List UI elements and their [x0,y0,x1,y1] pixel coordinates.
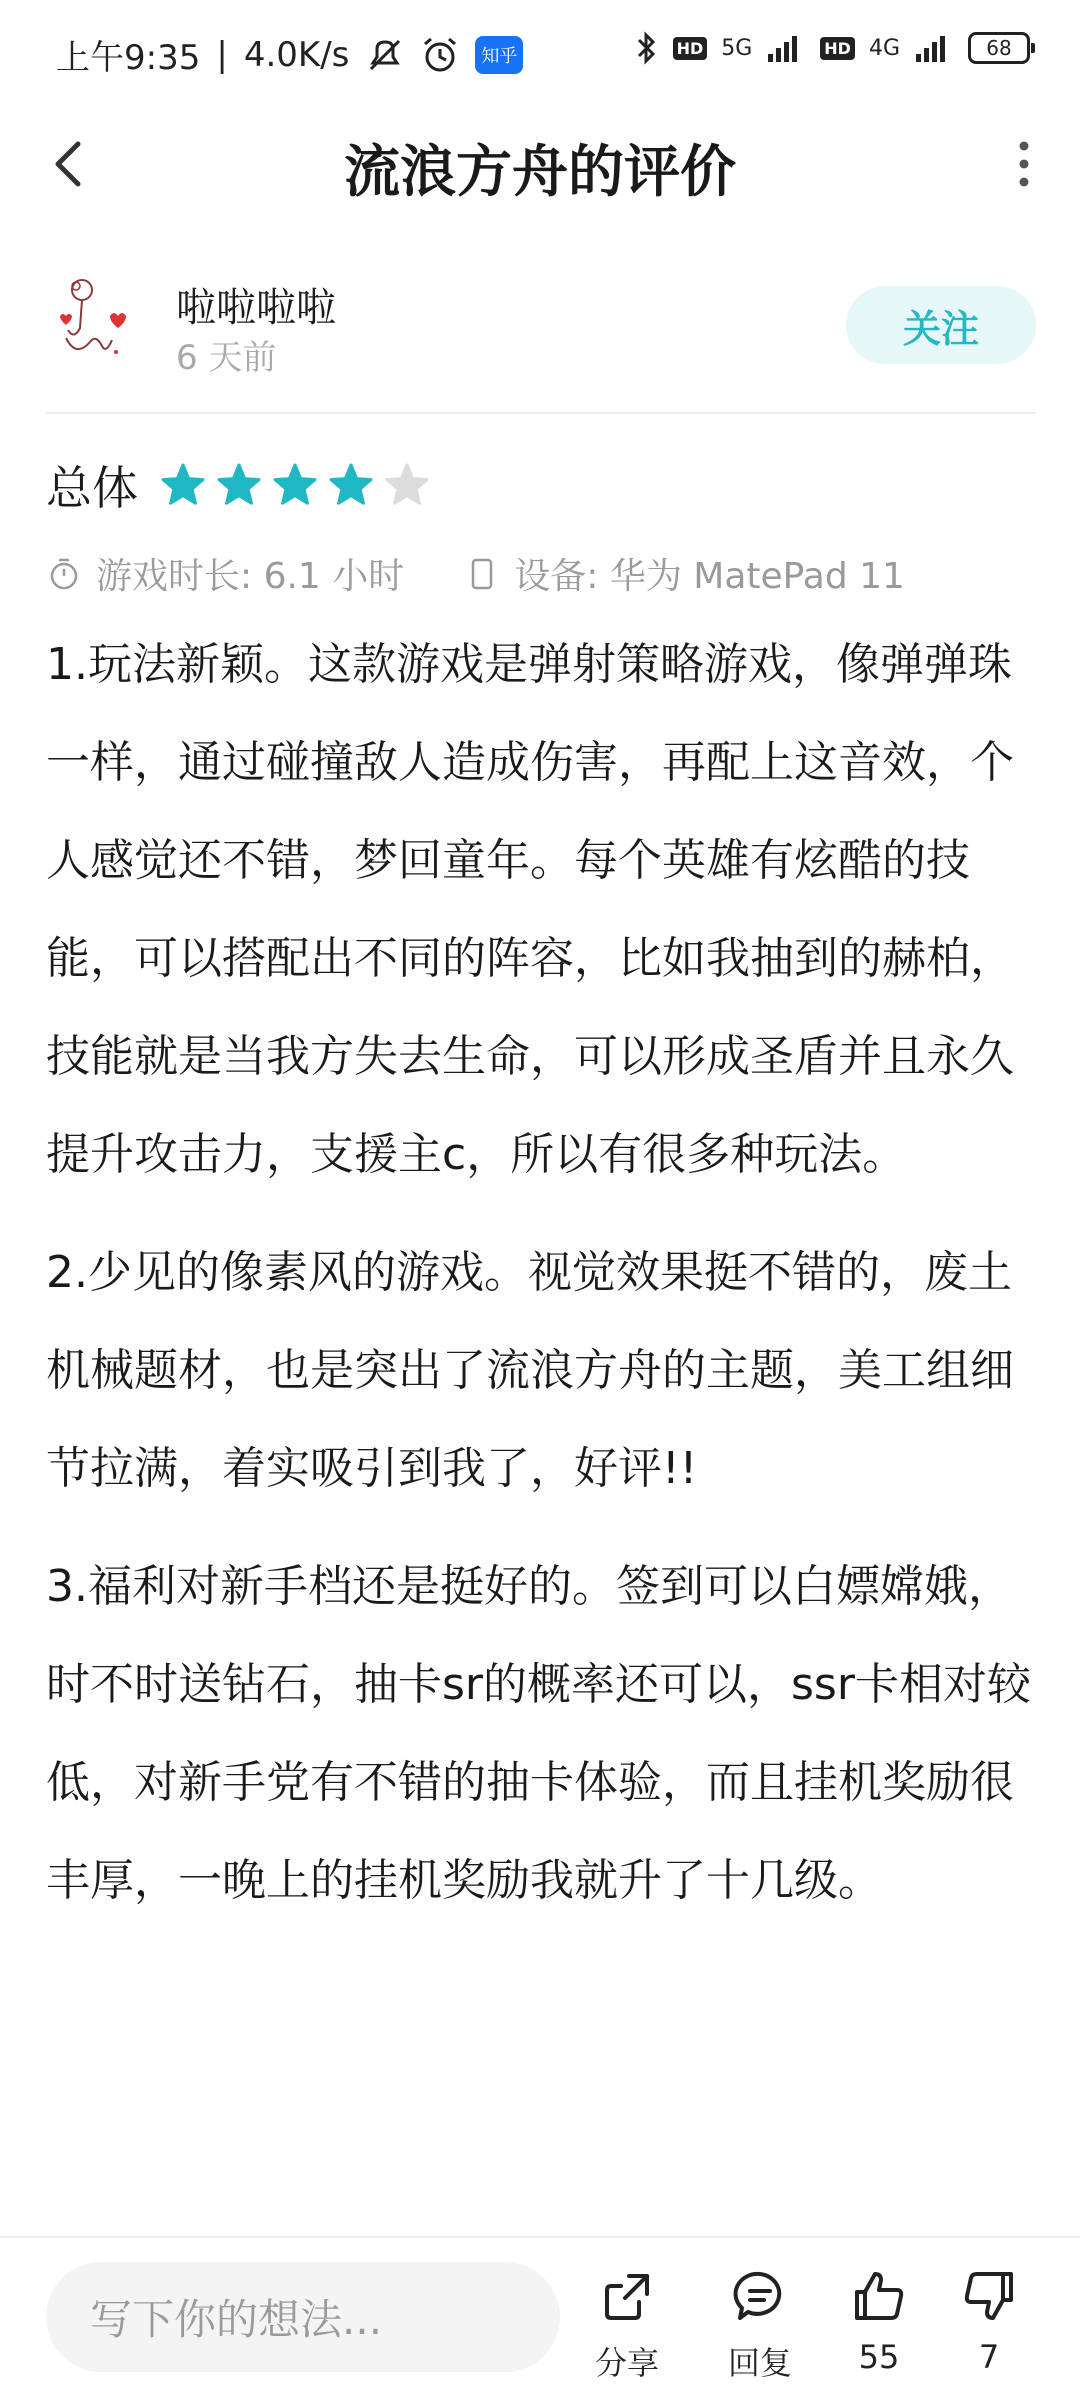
review-meta [46,548,905,599]
review-body [46,616,1041,1950]
status-time: 上午9:35 [56,38,201,78]
comment-input[interactable]: 写下你的想法... [46,2262,560,2372]
bluetooth-icon [635,30,659,66]
hd-badge-1: HD [673,37,708,60]
thumbs-down-icon [961,2268,1017,2324]
star-filled-icon [216,462,262,508]
rating-label: 总体 [46,461,138,515]
rating-stars [160,462,440,508]
status-bar [0,0,1080,110]
reply-button[interactable] [705,2268,815,2382]
review-paragraph-2: 2.少见的像素风的游戏。视觉效果挺不错的，废土机械题材，也是突出了流浪方舟的主题，美工组细节拉满，着实吸引到我了，好评!! [46,1247,1014,1494]
review-time: 6 天前 [176,338,277,378]
network-5g-label: 5G [721,35,753,61]
comment-icon [732,2268,788,2324]
status-left [56,30,523,79]
status-right [635,30,1030,66]
star-filled-icon [160,462,206,508]
battery-icon [968,32,1030,64]
signal-icon-2 [914,32,954,64]
zhihu-app-icon: 知乎 [475,36,523,74]
hd-badge-2: HD [820,37,855,60]
page-header [0,110,1080,220]
star-empty-icon [384,462,430,508]
review-author [46,268,1036,378]
avatar[interactable] [46,268,146,368]
overall-rating [46,450,440,520]
device-icon [464,556,500,592]
playtime-text: 游戏时长: 6.1 小时 [96,556,405,597]
dislike-count: 7 [978,2338,1000,2376]
signal-icon-1 [766,32,806,64]
timer-icon [46,556,82,592]
review-paragraph-1: 1.玩法新颖。这款游戏是弹射策略游戏，像弹弹珠一样，通过碰撞敌人造成伤害，再配上这音效，个人感觉还不错，梦回童年。每个英雄有炫酷的技能，可以搭配出不同的阵容，比如我抽到的赫柏，技能就是当我方失去生命，可以形成圣盾并且永久提升攻击力，支援主c，所以有很多种玩法。 [46,639,1014,1180]
share-icon [599,2268,655,2324]
device-text: 设备: 华为 MatePad 11 [514,556,905,597]
follow-button[interactable]: 关注 [846,286,1036,364]
author-name[interactable]: 啦啦啦啦 [176,285,336,331]
battery-level: 68 [986,36,1012,60]
star-filled-icon [328,462,374,508]
page-title: 流浪方舟的评价 [344,140,736,205]
like-count: 55 [858,2338,900,2376]
status-net-speed: 4.0K/s [243,34,350,75]
divider [46,412,1036,414]
dislike-button[interactable] [934,2268,1044,2378]
star-filled-icon [272,462,318,508]
bottom-divider [0,2236,1080,2238]
share-button[interactable] [572,2268,682,2382]
mute-icon [365,37,405,73]
share-label: 分享 [594,2344,659,2382]
network-4g-label: 4G [868,35,900,61]
review-paragraph-3: 3.福利对新手档还是挺好的。签到可以白嫖嫦娥，时不时送钻石，抽卡sr的概率还可以，ssr卡相对较低，对新手党有不错的抽卡体验，而且挂机奖励很丰厚，一晚上的挂机奖励我就升了十几级。 [46,1561,1031,1906]
reply-label: 回复 [727,2344,792,2382]
more-options-icon[interactable] [1004,134,1044,194]
status-separator: | [216,34,228,75]
alarm-icon [421,36,459,74]
like-button[interactable] [824,2268,934,2378]
thumbs-up-icon [851,2268,907,2324]
